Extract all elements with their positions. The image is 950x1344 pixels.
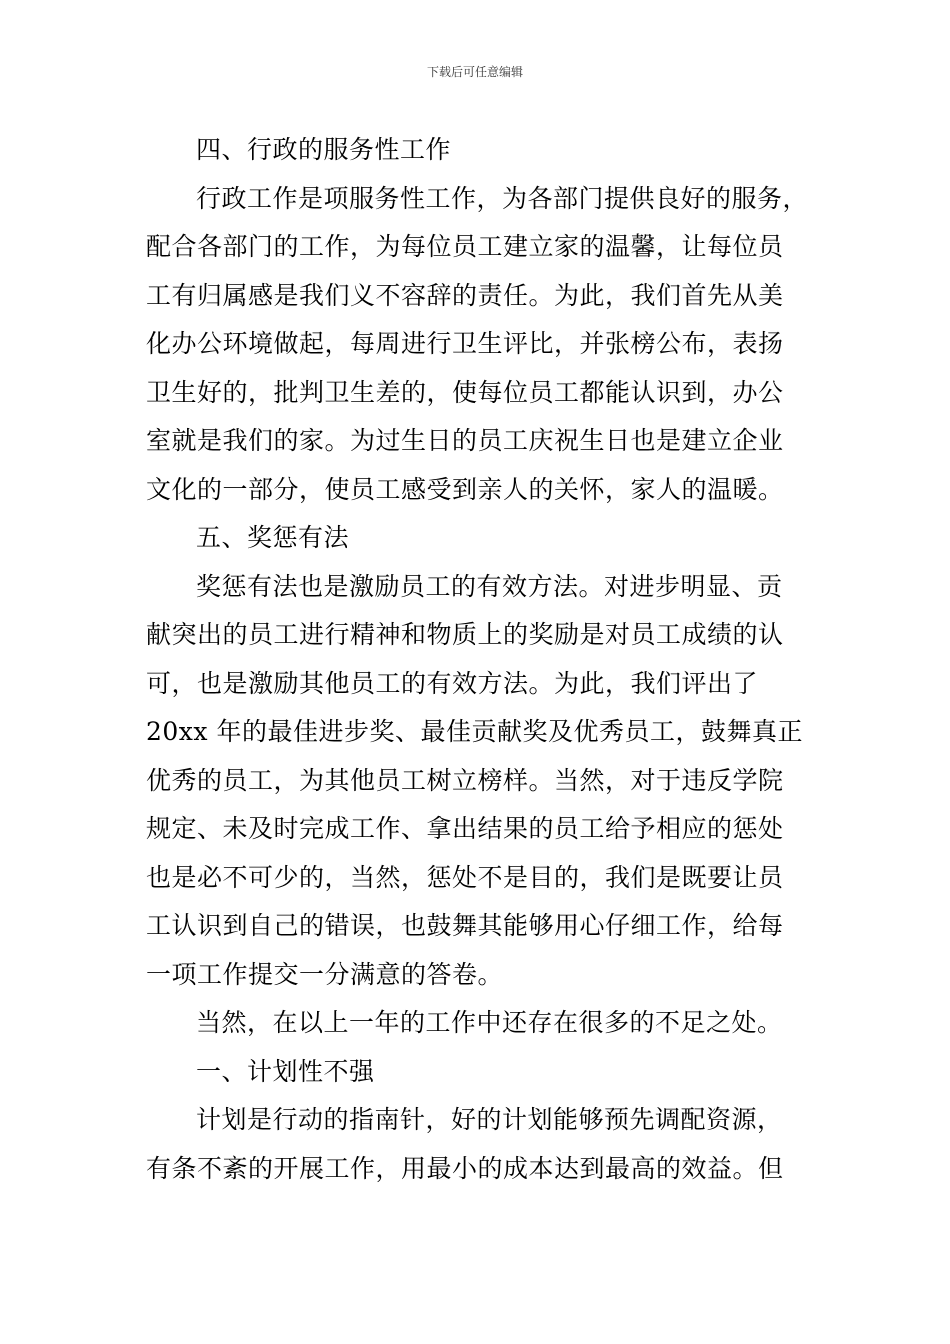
text-line: 有条不紊的开展工作，用最小的成本达到最高的效益。但 — [146, 1153, 784, 1183]
text-line: 奖惩有法也是激励员工的有效方法。对进步明显、贡 — [196, 571, 783, 601]
text-line: 卫生好的，批判卫生差的，使每位员工都能认识到，办公 — [146, 377, 784, 407]
text-line: 文化的一部分，使员工感受到亲人的关怀，家人的温暖。 — [146, 474, 784, 504]
document-body — [146, 126, 818, 1193]
section-heading: 一、计划性不强 — [196, 1056, 375, 1086]
page-header-note: 下载后可任意编辑 — [426, 65, 523, 79]
text-line: 一项工作提交一分满意的答卷。 — [146, 959, 504, 989]
text-line: 献突出的员工进行精神和物质上的奖励是对员工成绩的认 — [146, 620, 784, 649]
text-line: 可，也是激励其他员工的有效方法。为此，我们评出了 — [146, 668, 759, 698]
text-line: 20xx 年的最佳进步奖、最佳贡献奖及优秀员工，鼓舞真正 — [146, 717, 803, 746]
text-line: 工有归属感是我们义不容辞的责任。为此，我们首先从美 — [146, 280, 784, 310]
text-line: 室就是我们的家。为过生日的员工庆祝生日也是建立企业 — [146, 426, 784, 455]
text-line: 配合各部门的工作，为每位员工建立家的温馨，让每位员 — [146, 232, 784, 261]
text-line: 行政工作是项服务性工作，为各部门提供良好的服务， — [196, 183, 809, 213]
section-heading: 五、奖惩有法 — [196, 523, 350, 552]
text-line: 当然，在以上一年的工作中还存在很多的不足之处。 — [196, 1008, 783, 1037]
text-line: 工认识到自己的错误，也鼓舞其能够用心仔细工作，给每 — [146, 911, 784, 940]
text-line: 优秀的员工，为其他员工树立榜样。当然，对于违反学院 — [146, 765, 784, 795]
text-line: 计划是行动的指南针，好的计划能够预先调配资源， — [196, 1105, 783, 1134]
section-heading: 四、行政的服务性工作 — [196, 135, 452, 164]
text-line: 化办公环境做起，每周进行卫生评比，并张榜公布，表扬 — [146, 329, 784, 358]
text-line: 规定、未及时完成工作、拿出结果的员工给予相应的惩处 — [146, 814, 784, 843]
text-line: 也是必不可少的，当然，惩处不是目的，我们是既要让员 — [146, 862, 784, 892]
